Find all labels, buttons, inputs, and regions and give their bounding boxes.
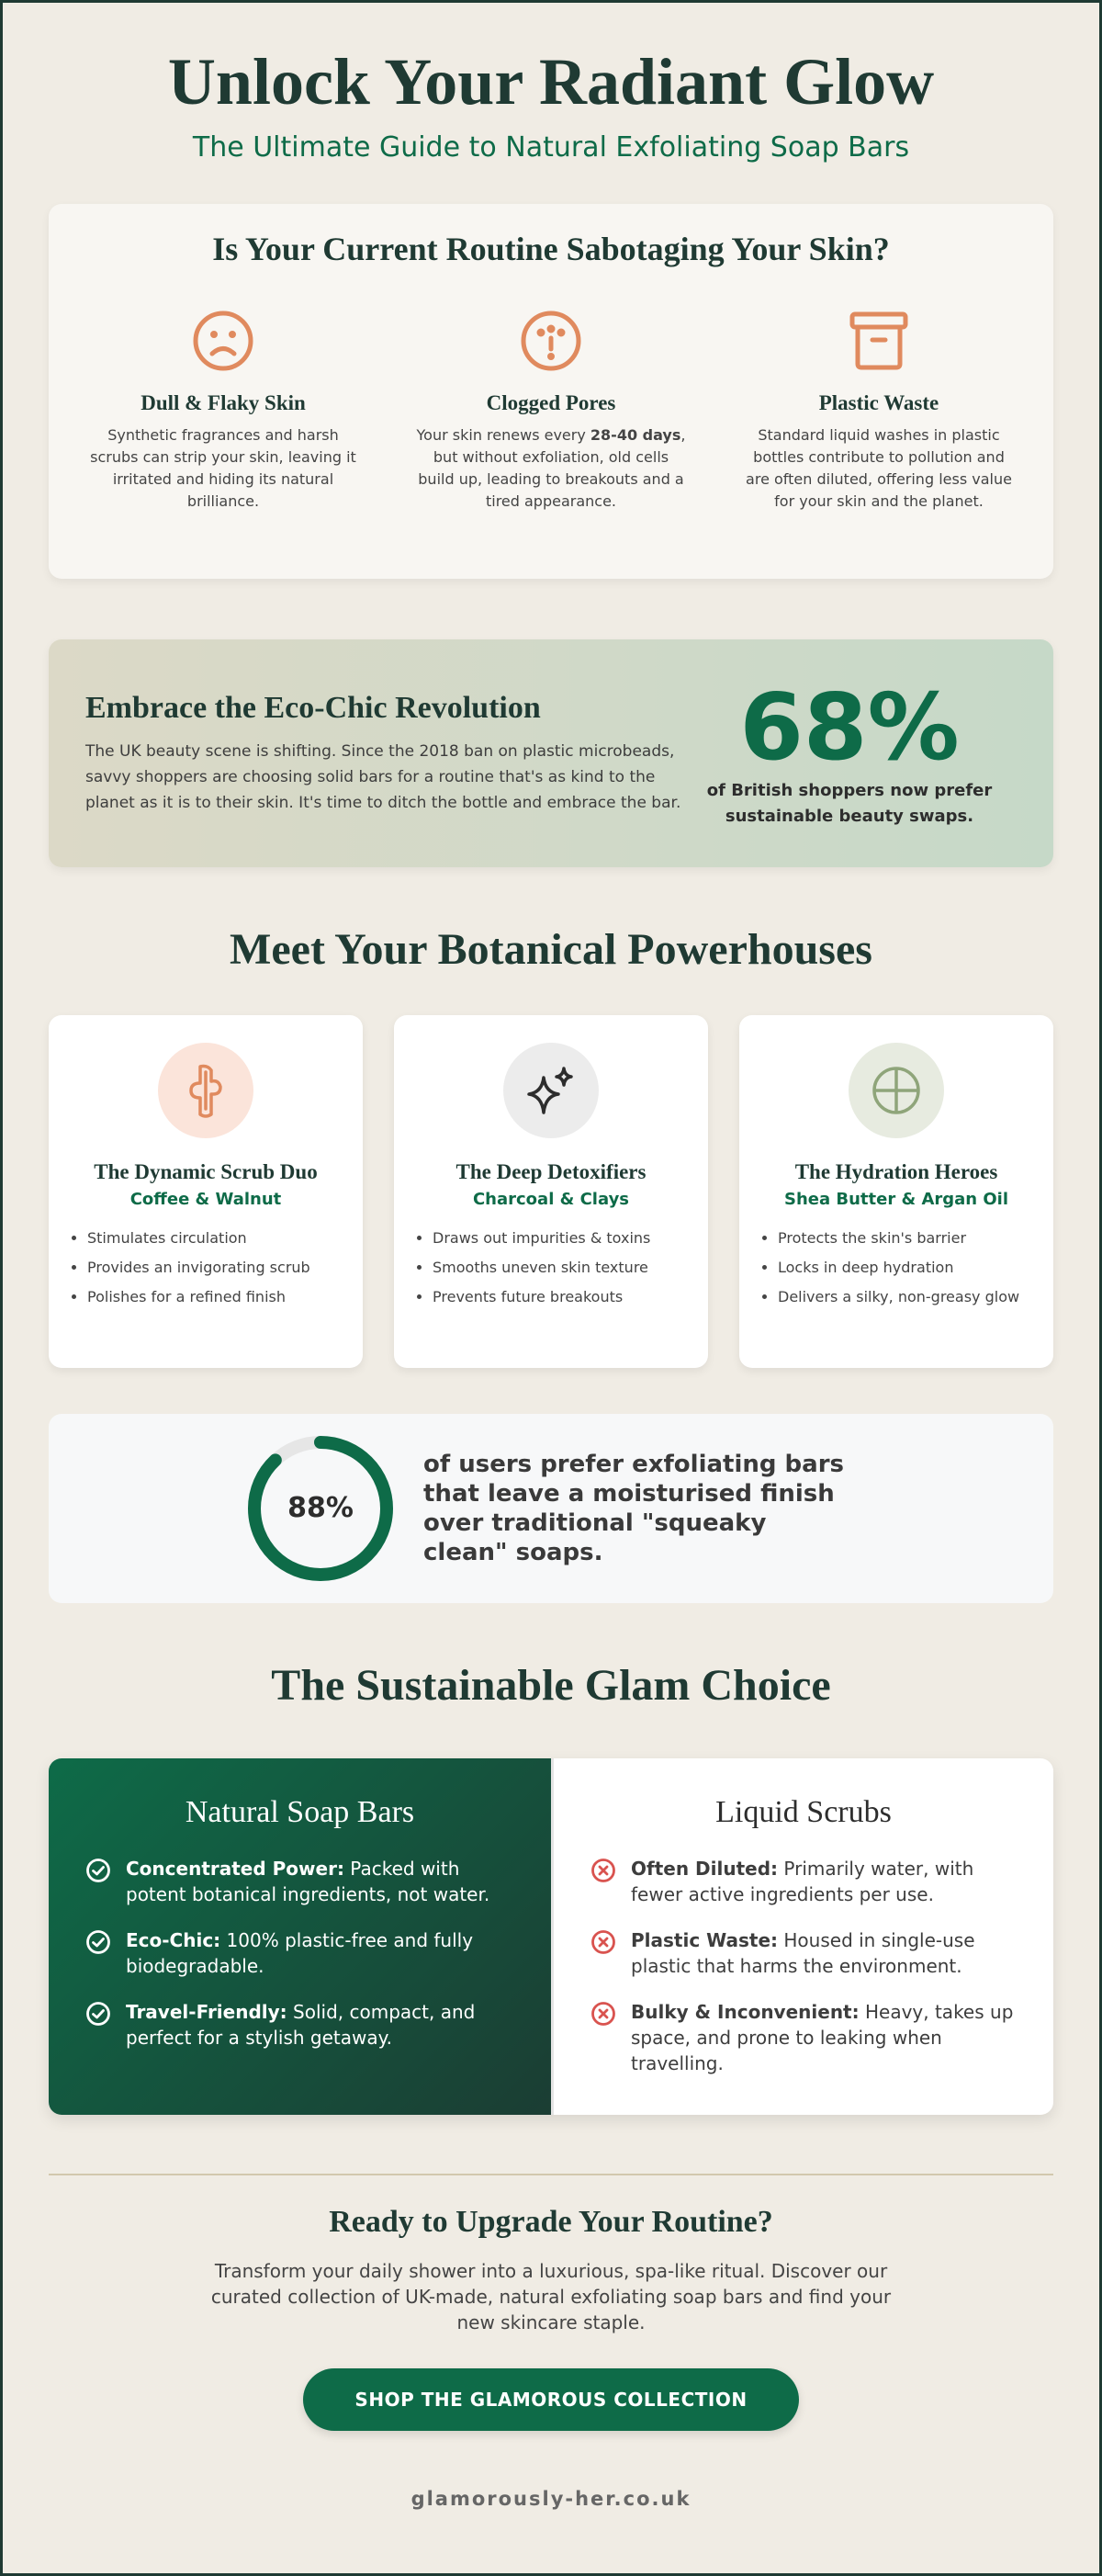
progress-value: 88% [287, 1492, 354, 1524]
cta-title: Ready to Upgrade Your Routine? [329, 2205, 773, 2239]
list-item: • Polishes for a refined finish [87, 1286, 341, 1308]
check-circle-icon [85, 1999, 126, 2051]
list-item: • Smooths uneven skin texture [433, 1257, 686, 1279]
soap-bars-title: Natural Soap Bars [185, 1795, 415, 1829]
bin-icon [741, 309, 1017, 375]
problem-title: Plastic Waste [818, 391, 939, 414]
botanical-title: The Hydration Heroes [794, 1160, 998, 1183]
problem-item [413, 309, 689, 513]
problem-item [741, 309, 1017, 513]
sad-face-icon [85, 309, 361, 375]
check-circle-icon [85, 1927, 126, 1979]
botanicals-grid [49, 1015, 1053, 1368]
problem-text: Synthetic fragrances and harsh scrubs can strip your skin, leaving it irritated and hiding its natural brilliance. [90, 426, 356, 510]
list-item: • Locks in deep hydration [778, 1257, 1031, 1279]
stat-text: of users prefer exfoliating bars that leave a moisturised finish over traditional "squeaky clean" soaps. [423, 1451, 844, 1566]
comparison-title: The Sustainable Glam Choice [271, 1661, 831, 1710]
list-item: Eco-Chic: 100% plastic-free and fully biodegradable. [85, 1927, 514, 1979]
botanical-card [394, 1015, 708, 1368]
list-item: • Prevents future breakouts [433, 1286, 686, 1308]
list-item: • Protects the skin's barrier [778, 1227, 1031, 1249]
problem-text: Your skin renews every 28-40 days, but without exfoliation, old cells build up, leading to breakouts and a tired appearance. [416, 426, 686, 510]
list-item: • Draws out impurities & toxins [433, 1227, 686, 1249]
botanical-tag: Charcoal & Clays [472, 1190, 630, 1209]
botanical-card [49, 1015, 363, 1368]
botanicals-title: Meet Your Botanical Powerhouses [230, 925, 872, 974]
site-url[interactable]: glamorously-her.co.uk [410, 2488, 692, 2510]
soap-bars-column [49, 1758, 551, 2115]
problem-text: Standard liquid washes in plastic bottles contribute to pollution and are often diluted, offering less value for your skin and the planet. [746, 426, 1012, 510]
botanical-tag: Coffee & Walnut [129, 1190, 282, 1209]
progress-ring [247, 1435, 394, 1582]
botanical-tag: Shea Butter & Argan Oil [783, 1190, 1009, 1209]
sparkles-icon [503, 1043, 599, 1138]
alert-face-icon [413, 309, 689, 375]
eco-text: The UK beauty scene is shifting. Since the 2018 ban on plastic microbeads, savvy shoppers are choosing solid bars for a routine that's as kind to the planet as it is to their skin. It's time to ditch the bottle and embrace the bar. [85, 742, 681, 812]
page-title: Unlock Your Radiant Glow [167, 45, 935, 119]
eco-banner [49, 639, 1053, 867]
x-circle-icon [590, 1856, 631, 1907]
list-item: • Stimulates circulation [87, 1227, 341, 1249]
botanical-title: The Deep Detoxifiers [455, 1160, 647, 1183]
check-circle-icon [85, 1856, 126, 1907]
problem-item [85, 309, 361, 513]
hero [49, 3, 1053, 164]
coffee-bean-icon [158, 1043, 253, 1138]
eco-title: Embrace the Eco-Chic Revolution [85, 691, 541, 725]
list-item: • Provides an invigorating scrub [87, 1257, 341, 1279]
divider [49, 2174, 1053, 2175]
liquid-scrubs-title: Liquid Scrubs [715, 1795, 892, 1829]
eco-stat: 68% [739, 673, 960, 781]
page-subtitle: The Ultimate Guide to Natural Exfoliating Soap Bars [192, 131, 910, 164]
problem-title: Dull & Flaky Skin [141, 391, 306, 414]
botanical-card [739, 1015, 1053, 1368]
cta-text: Transform your daily shower into a luxurious, spa-like ritual. Discover our curated collection of UK-made, natural exfoliating soap bars and find your new skincare staple. [210, 2260, 892, 2333]
cta-section [49, 2205, 1053, 2431]
list-item: Bulky & Inconvenient: Heavy, takes up space, and prone to leaking when travelling. [590, 1999, 1017, 2076]
list-item: Travel-Friendly: Solid, compact, and perfect for a stylish getaway. [85, 1999, 514, 2051]
list-item: Plastic Waste: Housed in single-use plastic that harms the environment. [590, 1927, 1017, 1979]
list-item: Often Diluted: Primarily water, with fewer active ingredients per use. [590, 1856, 1017, 1907]
crosshair-circle-icon [849, 1043, 944, 1138]
eco-stat-caption: of British shoppers now prefer sustainable beauty swaps. [706, 781, 993, 826]
problems-card [49, 204, 1053, 579]
problems-title: Is Your Current Routine Sabotaging Your Skin? [212, 231, 890, 267]
liquid-scrubs-column [551, 1758, 1053, 2115]
x-circle-icon [590, 1927, 631, 1979]
x-circle-icon [590, 1999, 631, 2076]
shop-collection-button[interactable]: SHOP THE GLAMOROUS COLLECTION [303, 2368, 799, 2431]
problem-title: Clogged Pores [486, 391, 616, 414]
stat-card [49, 1414, 1053, 1603]
list-item: • Delivers a silky, non-greasy glow [778, 1286, 1031, 1308]
list-item: Concentrated Power: Packed with potent botanical ingredients, not water. [85, 1856, 514, 1907]
botanical-title: The Dynamic Scrub Duo [94, 1160, 318, 1183]
comparison-panel [49, 1758, 1053, 2115]
